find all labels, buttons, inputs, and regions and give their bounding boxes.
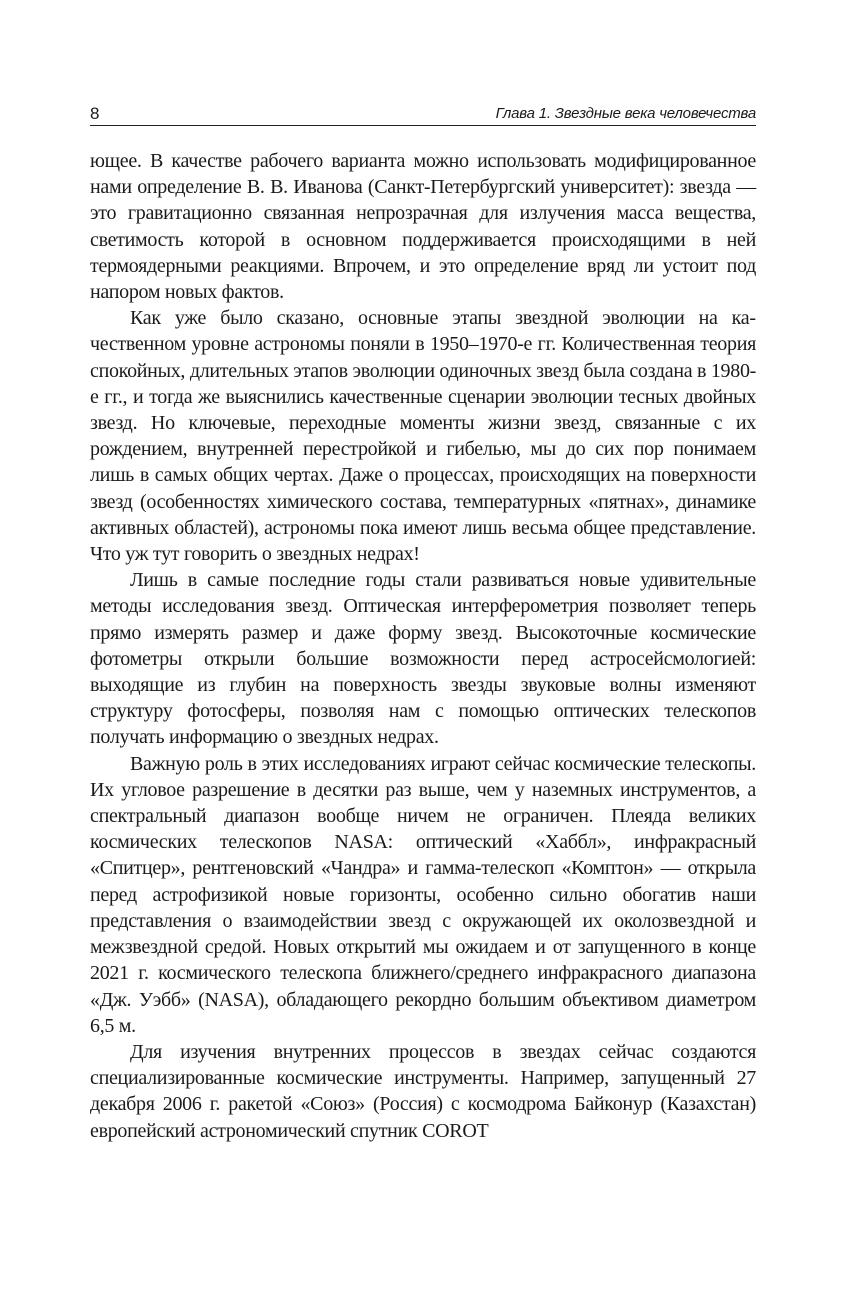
chapter-title: Глава 1. Звездные века человечества: [495, 105, 756, 122]
paragraph-continued: ющее. В качестве рабочего варианта можно использовать модифицированное нами определение В. В. Иванова (Санкт-Петербургский университет): звезда — это гравитационно связанная непрозрачная для излучения масса вещества, светимость которой в основном поддерживается происходящими в ней термоядерными реакциями. Впрочем, и это определение вряд ли устоит под напором новых фактов.: [90, 150, 756, 304]
running-head: [90, 98, 756, 126]
body-text: [90, 148, 756, 1144]
paragraph: Для изучения внутренних процессов в звездах сейчас создаются специализированные космические инструменты. Например, запущенный 27 декабря 2006 г. ракетой «Союз» (Россия) с космодрома Байконур (Казахстан) европейский астрономический спутник COROT: [90, 1040, 756, 1142]
paragraph: Как уже было сказано, основные этапы звездной эволюции на качественном уровне астрономы поняли в 1950–1970-е гг. Количественная теория спокойных, длительных этапов эволюции одиночных звезд была создана в 1980-е гг., и тогда же выяснились качественные сценарии эволюции тесных двойных звезд. Но ключевые, переходные моменты жизни звезд, связанные с их рождением, внутренней перестройкой и гибелью, мы до сих пор понимаем лишь в самых общих чертах. Даже о процессах, происходящих на поверхности звезд (особенностях химического состава, температурных «пятнах», динамике активных областей), астрономы пока имеют лишь весьма общее представление. Что уж тут говорить о звездных недрах!: [90, 307, 757, 566]
book-page: [90, 98, 756, 1144]
paragraph: Лишь в самые последние годы стали развиваться новые удивительные методы исследования звезд. Оптическая интерферометрия позволяет теперь прямо измерять размер и даже форму звезд. Высокоточные космические фотометры открыли большие возможности перед астросейсмологией: выходящие из глубин на поверхность звезды звуковые волны изменяют структуру фотосферы, позволяя нам с помощью оптических телескопов получать информацию о звездных недрах.: [90, 569, 756, 749]
page-number: 8: [90, 104, 100, 123]
paragraph: Важную роль в этих исследованиях играют сейчас космические телескопы. Их угловое разрешение в десятки раз выше, чем у наземных инструментов, а спектральный диапазон вообще ничем не ограничен. Плеяда великих космических телескопов NASA: оптический «Хаббл», инфракрасный «Спитцер», рентгеновский «Чандра» и гамма-телескоп «Комптон» — открыла перед астрофизикой новые горизонты, особенно сильно обогатив наши представления о взаимодействии звезд с окружающей их околозвездной и межзвездной средой. Новых открытий мы ожидаем и от запущенного в конце 2021 г. космического телескопа ближнего/среднего инфракрасного диапазона «Дж. Уэбб» (NASA), обладающего рекордно большим объективом диаметром 6,5 м.: [90, 752, 756, 1037]
